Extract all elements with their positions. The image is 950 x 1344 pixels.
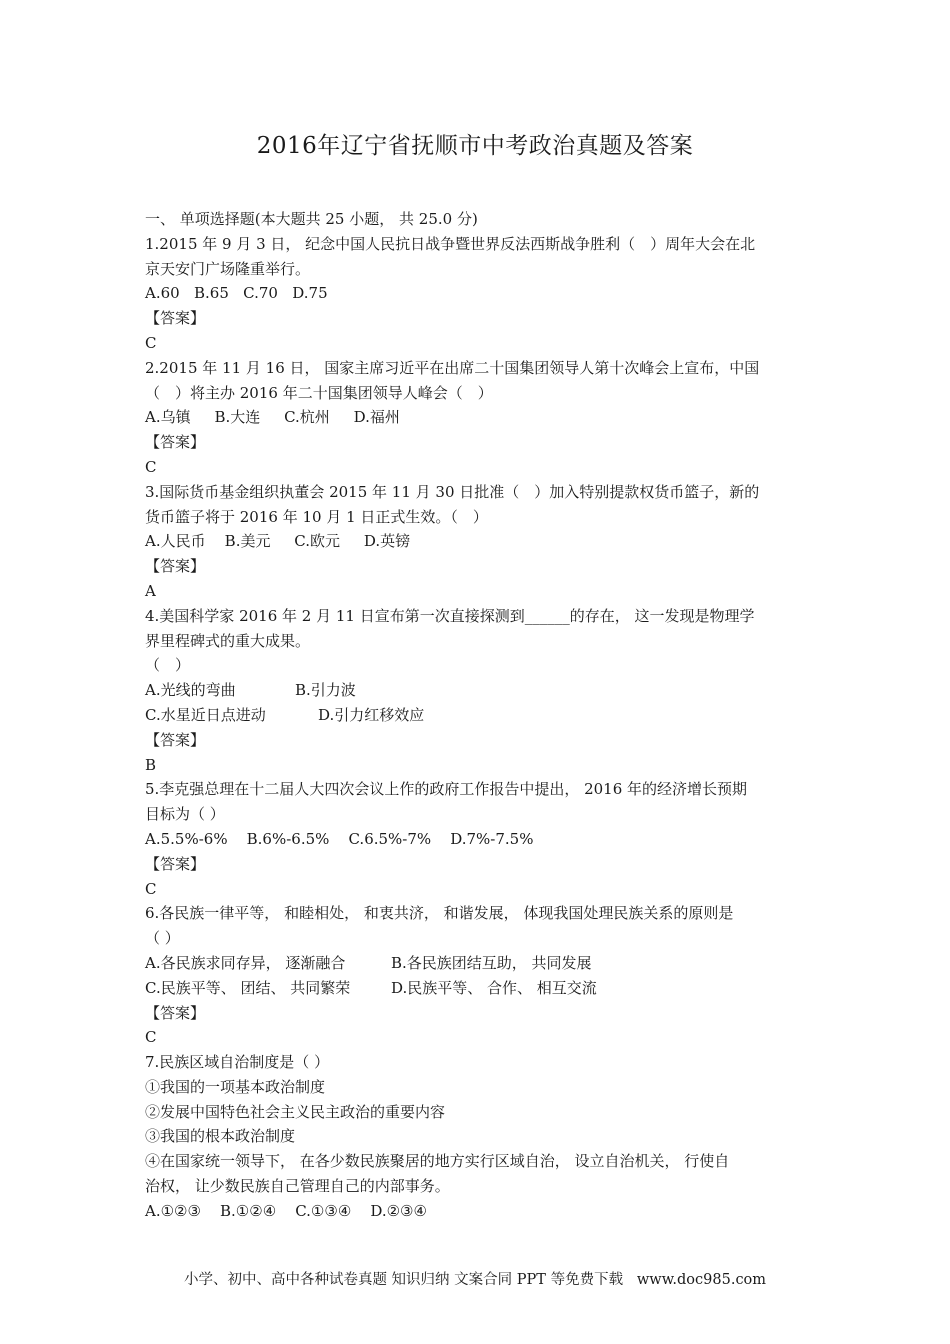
- q3-options: A.人民币 B.美元 C.欧元 D.英镑: [145, 532, 411, 551]
- q6-answer-label: 【答案】: [145, 1003, 206, 1022]
- q2-stem-line2: （ ）将主办 2016 年二十国集团领导人峰会（ ）: [145, 383, 493, 402]
- q4-answer-label: 【答案】: [145, 730, 206, 749]
- q6-stem-line1: 6.各民族一律平等， 和睦相处， 和衷共济， 和谐发展， 体现我国处理民族关系的原则是: [145, 904, 734, 923]
- q5-stem-line2: 目标为（ ）: [145, 805, 225, 824]
- q6-stem-line2: （ ）: [145, 929, 180, 948]
- q4-stem-line1: 4.美国科学家 2016 年 2 月 11 日宣布第一次直接探测到______的存在， 这一发现是物理学: [145, 606, 755, 625]
- q3-stem-line1: 3.国际货币基金组织执董会 2015 年 11 月 30 日批准（ ）加入特别提款权货币篮子，新的: [145, 482, 760, 501]
- q6-option-b: B.各民族团结互助， 共同发展: [391, 953, 592, 972]
- q1-stem-line1: 1.2015 年 9 月 3 日， 纪念中国人民抗日战争暨世界反法西斯战争胜利（ ）周年大会在北: [145, 234, 756, 253]
- document-title: 2016年辽宁省抚顺市中考政治真题及答案: [256, 133, 694, 159]
- q1-answer: C: [145, 333, 157, 352]
- q7-options: A.①②③ B.①②④ C.①③④ D.②③④: [145, 1201, 427, 1220]
- q4-options-row2: [145, 703, 810, 728]
- q3-answer: A: [145, 581, 156, 600]
- q4-option-d: D.引力红移效应: [318, 705, 425, 724]
- q5-answer-label: 【答案】: [145, 854, 206, 873]
- q4-stem-line3: （ ）: [145, 656, 191, 675]
- q7-item4-line1: ④在国家统一领导下， 在各少数民族聚居的地方实行区域自治， 设立自治机关， 行使自: [145, 1152, 730, 1171]
- q1-answer-label: 【答案】: [145, 309, 206, 328]
- q5-answer: C: [145, 879, 157, 898]
- q2-answer: C: [145, 457, 157, 476]
- q7-item1: ①我国的一项基本政治制度: [145, 1077, 326, 1096]
- q4-option-c: C.水星近日点进动: [145, 705, 266, 724]
- section-header: 一、 单项选择题(本大题共 25 小题， 共 25.0 分): [145, 210, 478, 228]
- q2-stem-line1: 2.2015 年 11 月 16 日， 国家主席习近平在出席二十国集团领导人第十次峰会上宣布，中国: [145, 358, 760, 377]
- q7-item2: ②发展中国特色社会主义民主政治的重要内容: [145, 1102, 446, 1121]
- q3-answer-label: 【答案】: [145, 557, 206, 576]
- q4-option-a: A.光线的弯曲: [145, 681, 236, 700]
- q7-stem-line1: 7.民族区域自治制度是（ ）: [145, 1053, 330, 1072]
- q3-stem-line2: 货币篮子将于 2016 年 10 月 1 日正式生效。（ ）: [145, 507, 488, 526]
- q4-options-row1: [145, 678, 810, 703]
- q1-options: A.60 B.65 C.70 D.75: [145, 284, 328, 303]
- q5-options: A.5.5%-6% B.6%-6.5% C.6.5%-7% D.7%-7.5%: [145, 829, 534, 848]
- q5-stem-line1: 5.李克强总理在十二届人大四次会议上作的政府工作报告中提出， 2016 年的经济增长预期: [145, 780, 748, 799]
- q4-answer: B: [145, 755, 157, 774]
- q7-item3: ③我国的根本政治制度: [145, 1127, 296, 1146]
- q7-item4-line2: 治权， 让少数民族自己管理自己的内部事务。: [145, 1177, 450, 1196]
- page-footer: 小学、初中、高中各种试卷真题 知识归纳 文案合同 PPT 等免费下载 www.doc985.com: [183, 1272, 767, 1288]
- q2-options: A.乌镇 B.大连 C.杭州 D.福州: [145, 408, 400, 427]
- q6-options-row1: [145, 951, 810, 976]
- q6-option-a: A.各民族求同存异， 逐渐融合: [145, 953, 346, 972]
- q6-answer: C: [145, 1028, 157, 1047]
- q2-answer-label: 【答案】: [145, 433, 206, 452]
- q1-stem-line2: 京天安门广场隆重举行。: [145, 259, 311, 278]
- question-list: [145, 207, 810, 1224]
- q4-option-b: B.引力波: [295, 681, 356, 700]
- q6-option-d: D.民族平等、 合作、 相互交流: [391, 978, 597, 997]
- q6-options-row2: [145, 976, 810, 1001]
- q4-stem-line2: 界里程碑式的重大成果。: [145, 631, 311, 650]
- q6-option-c: C.民族平等、 团结、 共同繁荣: [145, 978, 351, 997]
